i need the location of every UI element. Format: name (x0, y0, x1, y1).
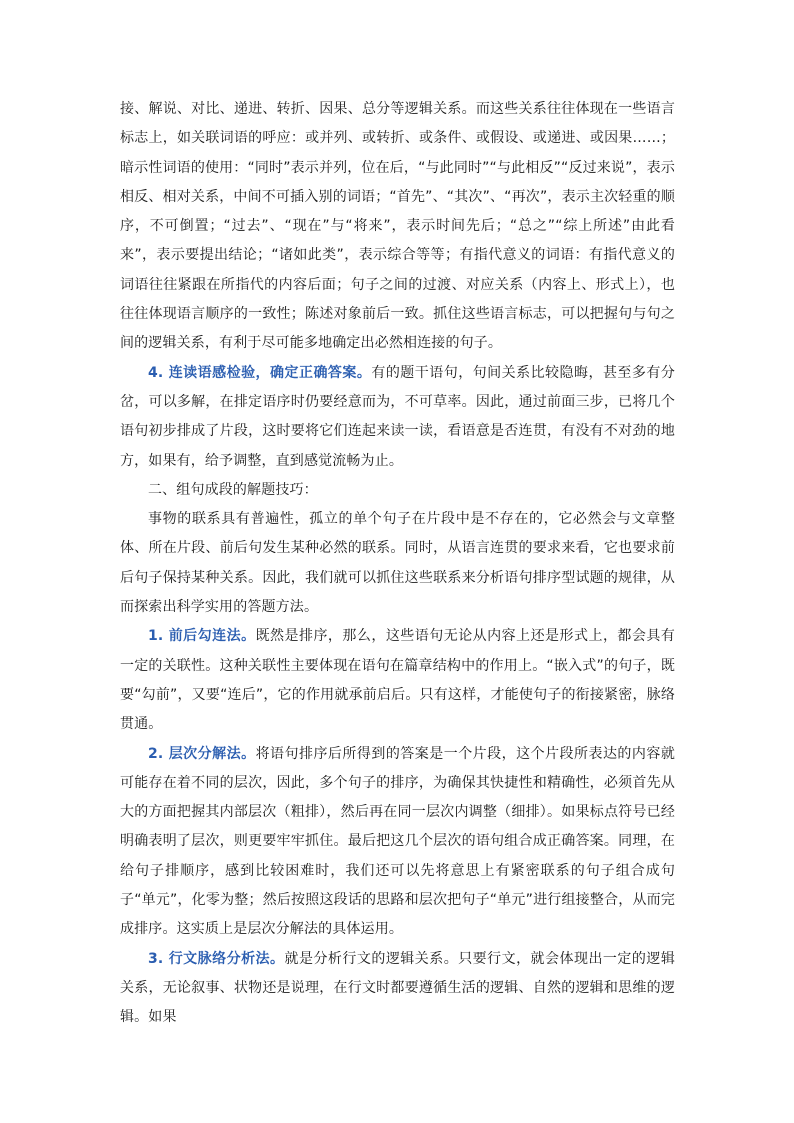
paragraph-method-2 (120, 740, 675, 945)
method-1-heading: 1. 前后勾连法。 (148, 628, 256, 645)
method-2-heading: 2. 层次分解法。 (148, 745, 256, 762)
section-heading-2 (120, 476, 675, 505)
method-3-heading: 3. 行文脉络分析法。 (148, 950, 285, 967)
step-4-body: 有的题干语句，句间关系比较隐晦，甚至多有分岔，可以多解，在排定语序时仍要经意而为，不可草率。因此，通过前面三步，已将几个语句初步排成了片段，这时要将它们连起来读一读，看语意是否连贯，有没有不对劲的地方，如果有，给予调整，直到感觉流畅为止。 (120, 364, 675, 469)
document-page (120, 95, 675, 1033)
paragraph-method-1 (120, 622, 675, 739)
paragraph-logic-markers: 接、解说、对比、递进、转折、因果、总分等逻辑关系。而这些关系往往体现在一些语言标志上，如关联词语的呼应：或并列、或转折、或条件、或假设、或递进、或因果……；暗示性词语的使用：“同时”表示并列，位在后，“与此同时”“与此相反”“反过来说”，表示相反、相对关系，中间不可插入别的词语；“首先”、“其次”、“再次”，表示主次轻重的顺序，不可倒置；“过去”、“现在”与“将来”，表示时间先后；“总之”“综上所述”由此看来”，表示要提出结论；“诸如此类”，表示综合等等；有指代意义的词语：有指代意义的词语往往紧跟在所指代的内容后面；句子之间的过渡、对应关系（内容上、形式上），也往往体现语言顺序的一致性；陈述对象前后一致。抓住这些语言标志，可以把握句与句之间的逻辑关系，有利于尽可能多地确定出必然相连接的句子。 (120, 101, 675, 352)
step-4-heading: 4. 连读语感检验，确定正确答案。 (148, 364, 372, 381)
paragraph-intro: 事物的联系具有普遍性，孤立的单个句子在片段中是不存在的，它必然会与文章整体、所在片段、前后句发生某种必然的联系。同时，从语言连贯的要求来看，它也要求前后句子保持某种关系。因此，我们就可以抓住这些联系来分析语句排序型试题的规律，从而探索出科学实用的答题方法。 (120, 511, 675, 616)
paragraph-step-4 (120, 359, 675, 476)
paragraph-method-3 (120, 945, 675, 1033)
method-2-body: 将语句排序后所得到的答案是一个片段，这个片段所表达的内容就可能存在着不同的层次，因此，多个句子的排序，为确保其快捷性和精确性，必须首先从大的方面把握其内部层次（粗排），然后再在同一层次内调整（细排）。如果标点符号已经明确表明了层次，则更要牢牢抓住。最后把这几个层次的语句组合成正确答案。同理，在给句子排顺序，感到比较困难时，我们还可以先将意思上有紧密联系的句子组合成句子“单元”，化零为整；然后按照这段话的思路和层次把句子“单元”进行组接整合，从而完成排序。这实质上是层次分解法的具体运用。 (120, 745, 675, 938)
section-heading-2-text: 二、组句成段的解题技巧： (148, 481, 318, 498)
method-3-body: 就是分析行文的逻辑关系。只要行文，就会体现出一定的逻辑关系，无论叙事、状物还是说理，在行文时都要遵循生活的逻辑、自然的逻辑和思维的逻辑。如果 (120, 950, 675, 1026)
method-1-body: 既然是排序，那么，这些语句无论从内容上还是形式上，都会具有一定的关联性。这种关联性主要体现在语句在篇章结构中的作用上。“嵌入式”的句子，既要“勾前”，又要“连后”，它的作用就承前启后。只有这样，才能使句子的衔接紧密，脉络贯通。 (120, 628, 675, 733)
